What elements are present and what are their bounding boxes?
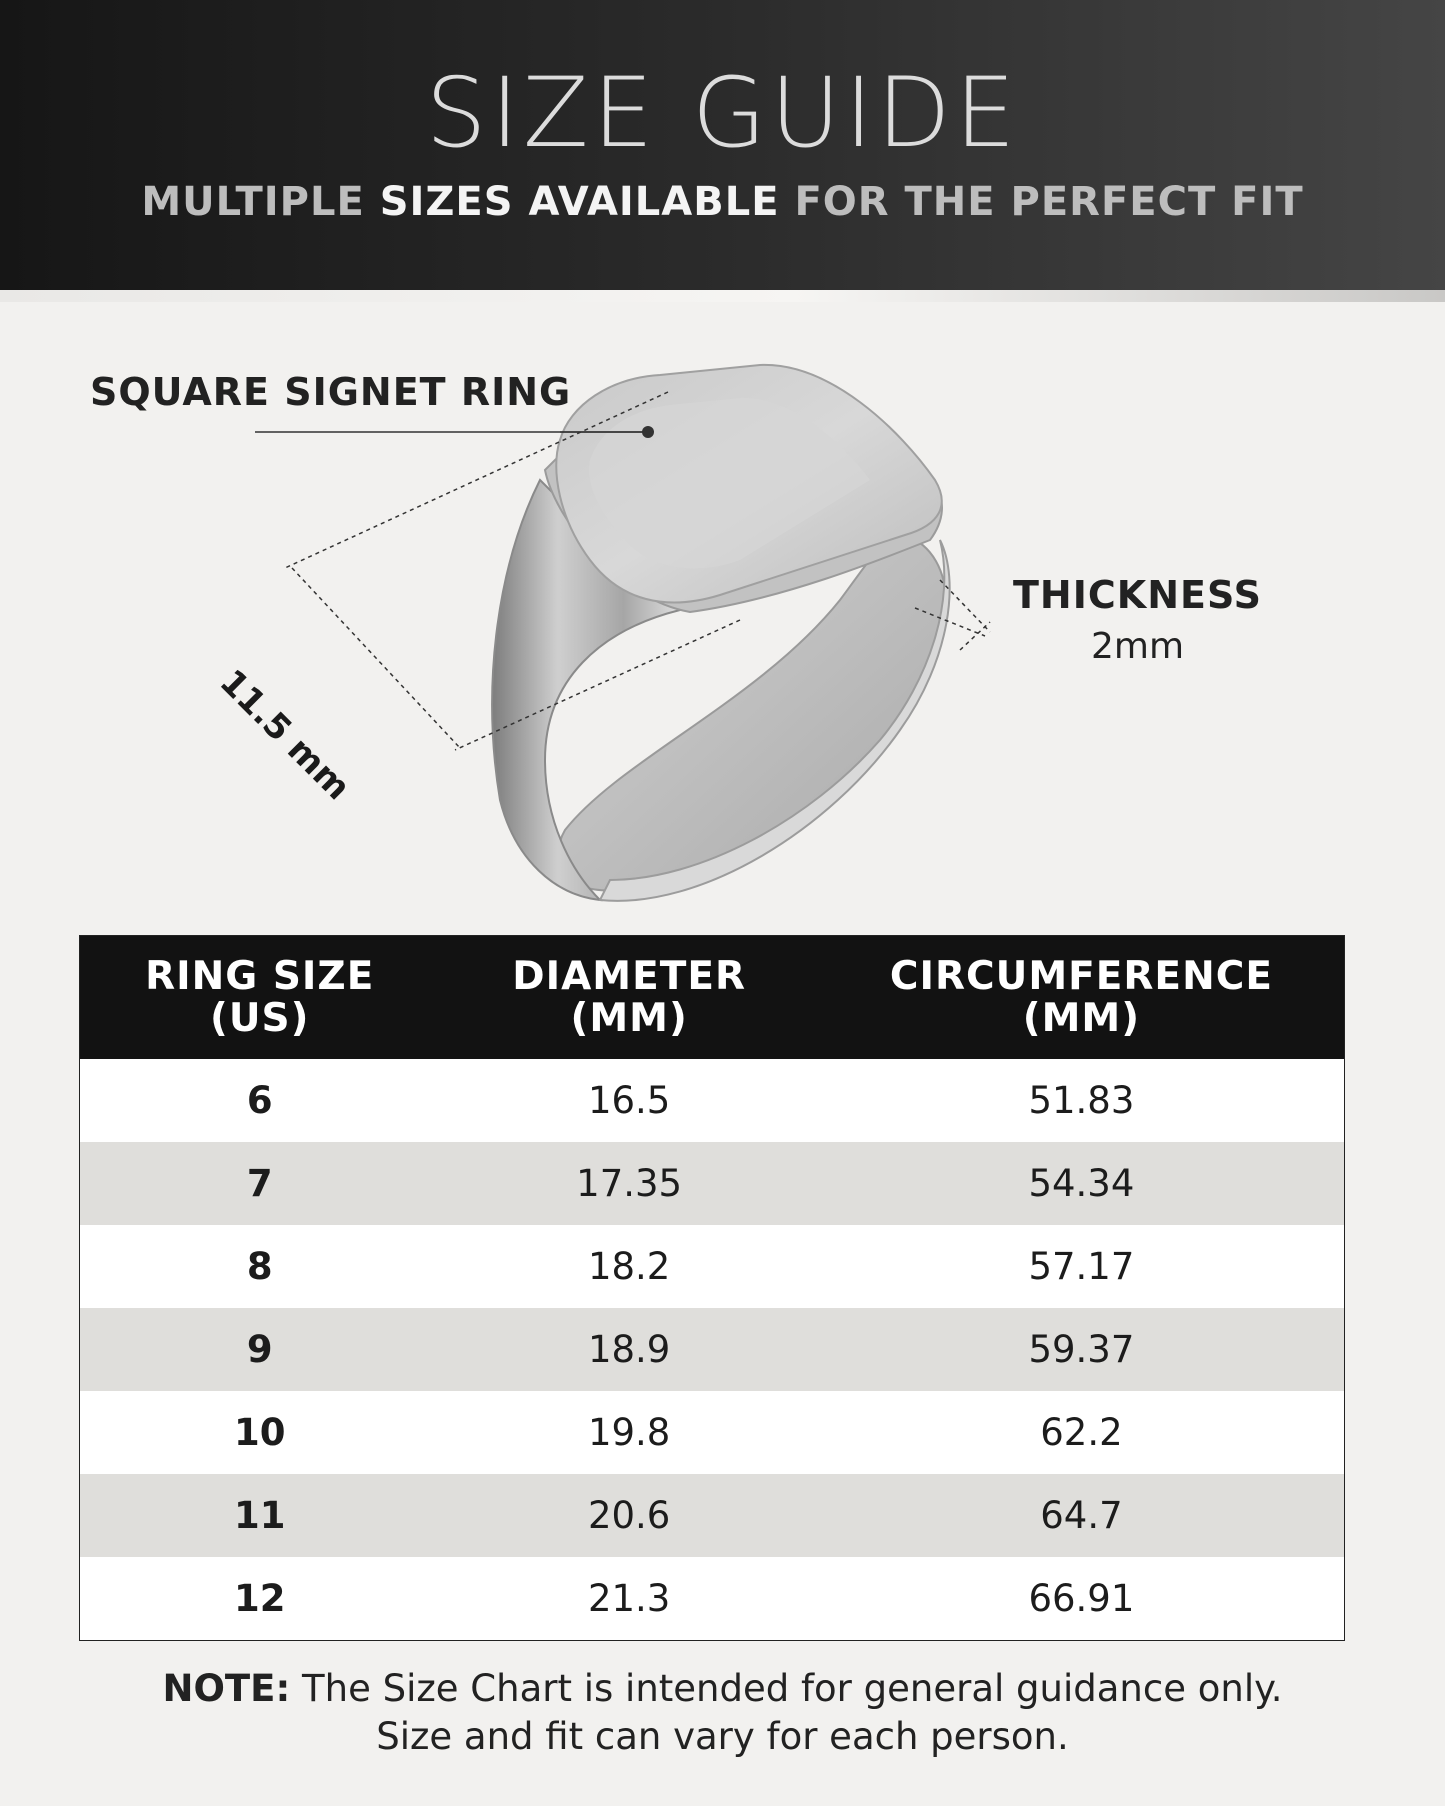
size-note: [0, 1665, 1445, 1761]
cell-size: 12: [233, 1577, 286, 1620]
column-header-circumference: [819, 953, 1344, 1041]
page-subtitle: [0, 178, 1445, 226]
page-title: SIZE GUIDE: [425, 57, 1020, 169]
header-banner: [0, 0, 1445, 290]
table-row: [80, 1557, 1344, 1640]
subtitle-part2: FOR THE PERFECT FIT: [779, 179, 1304, 225]
ring-label: SQUARE SIGNET RING: [90, 370, 572, 414]
thickness-label: THICKNESS: [1013, 573, 1262, 617]
cell-circumference: 54.34: [1028, 1162, 1135, 1205]
size-table: [79, 935, 1345, 1641]
note-text-1: The Size Chart is intended for general guidance only.: [290, 1667, 1283, 1710]
cell-circumference: 66.91: [1028, 1577, 1135, 1620]
cell-diameter: 17.35: [576, 1162, 683, 1205]
table-row: [80, 1308, 1344, 1391]
cell-circumference: 59.37: [1028, 1328, 1135, 1371]
cell-circumference: 51.83: [1028, 1079, 1135, 1122]
cell-diameter: 18.2: [587, 1245, 671, 1288]
cell-size: 8: [246, 1245, 273, 1288]
column-header-line: (MM): [570, 995, 688, 1041]
width-dim-main: [292, 568, 460, 748]
column-header-line: RING SIZE: [145, 953, 375, 999]
note-line-2: Size and fit can vary for each person.: [376, 1715, 1069, 1758]
ring-label-dot: [642, 426, 654, 438]
column-header-line: (MM): [1022, 995, 1141, 1041]
thickness-dim-3: [960, 622, 990, 650]
cell-size: 6: [246, 1079, 273, 1122]
subtitle-part1: MULTIPLE: [141, 179, 380, 225]
thickness-value: 2mm: [1090, 626, 1185, 667]
note-label: NOTE:: [162, 1667, 291, 1710]
table-row: [80, 1391, 1344, 1474]
cell-diameter: 18.9: [587, 1328, 671, 1371]
table-row: [80, 1225, 1344, 1308]
subtitle-highlight: SIZES AVAILABLE: [379, 179, 780, 225]
cell-diameter: 16.5: [587, 1079, 671, 1122]
column-header-diameter: [439, 953, 818, 1041]
note-line-1: [0, 1665, 1445, 1713]
cell-size: 10: [233, 1411, 286, 1454]
cell-size: 9: [246, 1328, 273, 1371]
table-row: [80, 1474, 1344, 1557]
width-label: 11.5 mm: [211, 662, 358, 809]
cell-circumference: 64.7: [1040, 1494, 1123, 1537]
table-row: [80, 1142, 1344, 1225]
cell-diameter: 21.3: [587, 1577, 671, 1620]
column-header-ring-size: [80, 953, 439, 1041]
cell-circumference: 62.2: [1040, 1411, 1123, 1454]
column-header-line: DIAMETER: [512, 953, 747, 999]
cell-diameter: 19.8: [587, 1411, 671, 1454]
cell-size: 11: [233, 1494, 286, 1537]
table-row: [80, 1059, 1344, 1142]
column-header-line: (US): [210, 995, 310, 1041]
cell-diameter: 20.6: [587, 1494, 671, 1537]
column-header-line: CIRCUMFERENCE: [889, 953, 1273, 999]
table-header: [80, 936, 1344, 1059]
cell-circumference: 57.17: [1028, 1245, 1135, 1288]
cell-size: 7: [246, 1162, 273, 1205]
